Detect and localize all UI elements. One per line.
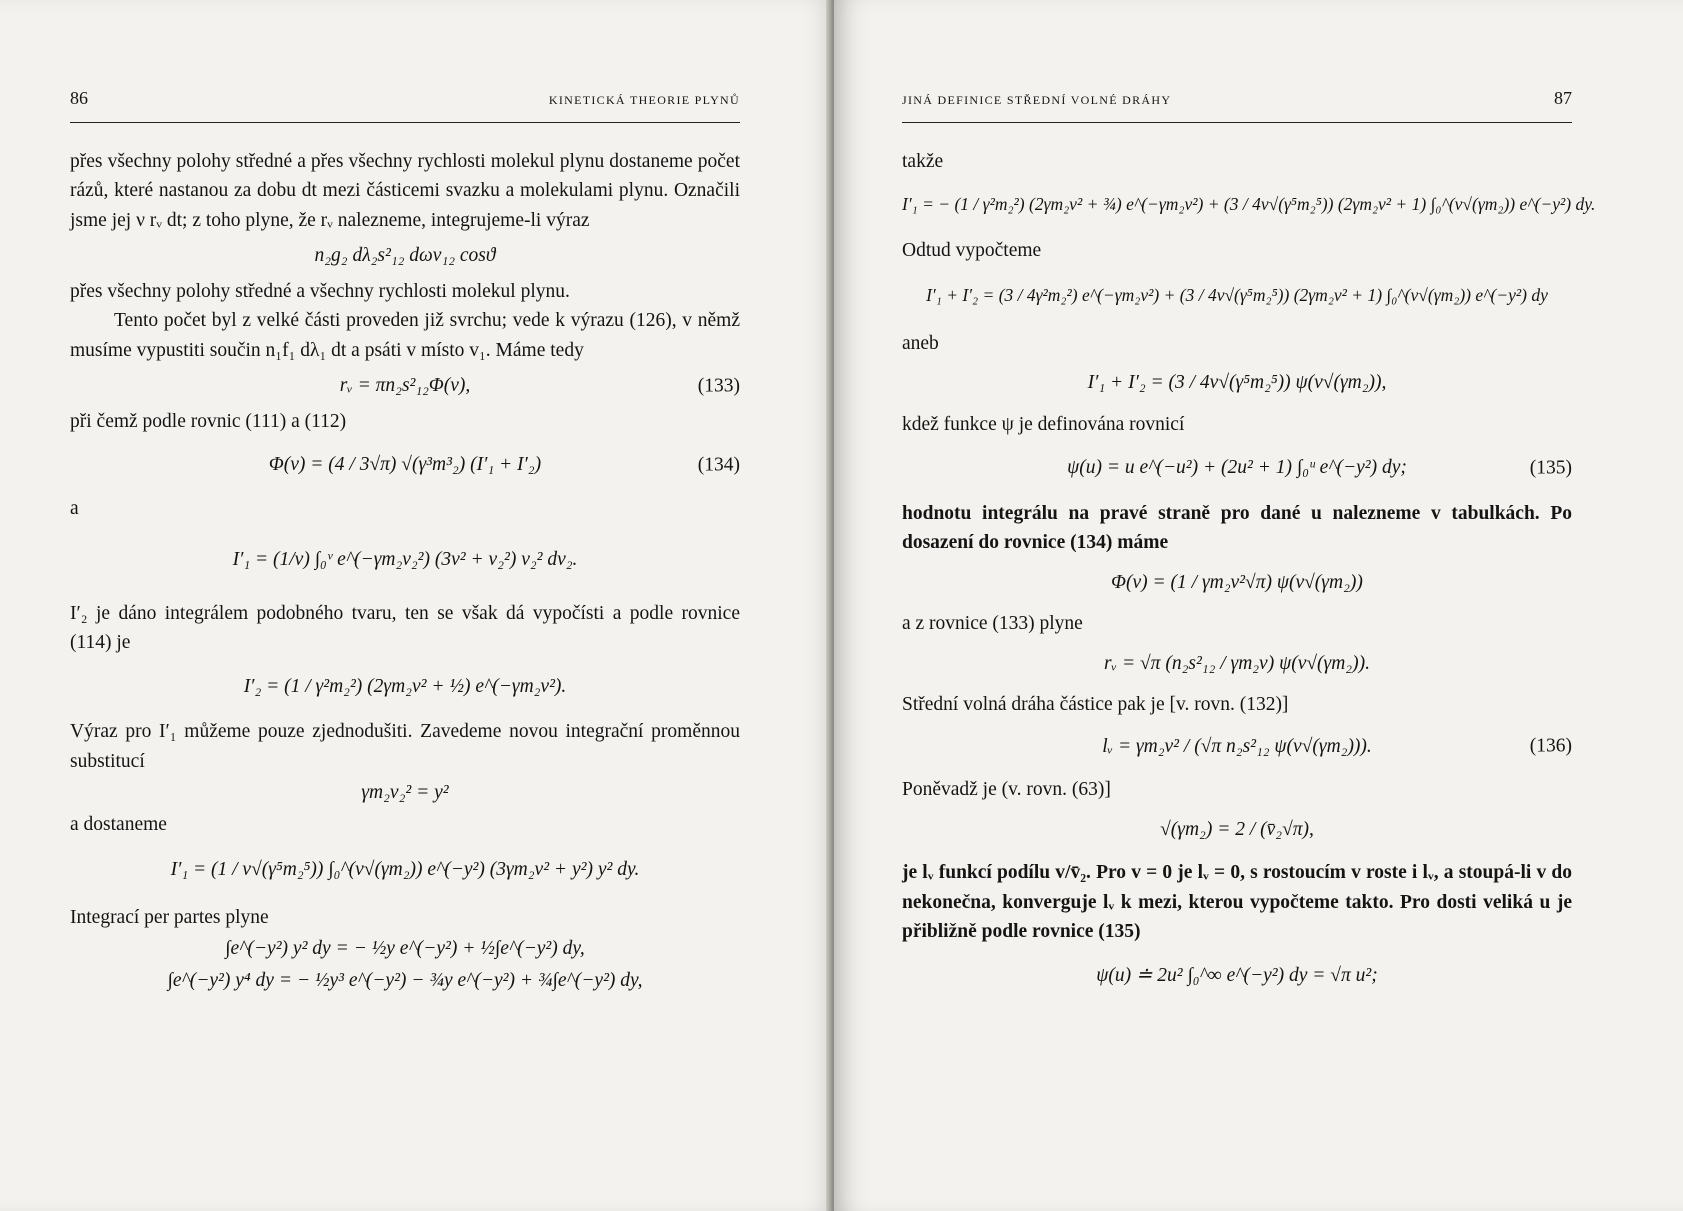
equation-number: (133) (697, 375, 740, 396)
paragraph: Střední volná dráha částice pak je [v. rovn. (132)] (902, 694, 1289, 715)
equation: ∫e^(−y²) y² dy = − ½y e^(−y²) + ½∫e^(−y²) dy, (225, 938, 585, 959)
paragraph: Odtud vypočteme (902, 239, 1042, 261)
equation-body: lᵥ = γm₂v² / (√π n₂s²₁₂ ψ(v√(γm₂))). (1102, 735, 1372, 757)
equation-body: Φ(v) = (4 / 3√π) √(γ³m³₂) (I′₁ + I′₂) (268, 454, 542, 475)
label-a: a (70, 497, 79, 519)
running-head-title: JINÁ DEFINICE STŘEDNÍ VOLNÉ DRÁHY (902, 93, 1172, 107)
paragraph: Tento počet byl z velké části proveden již svrchu; vede k výrazu (126), v němž musíme vypustiti součin n₁f₁ dλ₁ dt a psáti v místo v₁. Máme tedy (70, 310, 740, 361)
equation: I′₁ = (1 / v√(γ⁵m₂⁵)) ∫₀^(v√(γm₂)) e^(−y²) (3γm₂v² + y²) y² dy. (170, 859, 640, 880)
equation: ψ(u) ≐ 2u² ∫₀^∞ e^(−y²) dy = √π u²; (1096, 964, 1378, 986)
paragraph: I′₂ je dáno integrálem podobného tvaru, ten se však dá vypočísti a podle rovnice (114) je (70, 602, 740, 653)
page-number: 87 (1554, 88, 1572, 108)
equation-number: (134) (697, 454, 740, 475)
page-number: 86 (70, 88, 88, 108)
equation-body: ψ(u) = u e^(−u²) + (2u² + 1) ∫₀ᵘ e^(−y²) dy; (1067, 457, 1407, 478)
paragraph: Výraz pro I′₁ můžeme pouze zjednodušiti. Zavedeme novou integrační proměnnou substitucí (70, 721, 740, 772)
right-page (834, 0, 1683, 1211)
equation: ∫e^(−y²) y⁴ dy = − ½y³ e^(−y²) − ¾y e^(−y²) + ¾∫e^(−y²) dy, (167, 969, 643, 991)
paragraph: při čemž podle rovnic (111) a (112) (70, 410, 347, 432)
right-running-head (902, 84, 1572, 123)
running-head-title: KINETICKÁ THEORIE PLYNŮ (548, 93, 740, 107)
paragraph: Poněvadž je (v. rovn. (63)] (902, 779, 1111, 800)
equation: n₂g₂ dλ₂s²₁₂ dωv₁₂ cosϑ (314, 245, 496, 266)
equation-136 (902, 732, 1572, 762)
equation-body: rᵥ = πn₂s²₁₂Φ(v), (339, 375, 471, 396)
paragraph: kdež funkce ψ je definována rovnicí (902, 413, 1185, 435)
label-a-dostaneme: a dostaneme (70, 813, 167, 835)
equation: √(γm₂) = 2 / (v̄₂√π), (1160, 818, 1314, 840)
label-aneb: aneb (902, 332, 939, 354)
left-page-content (70, 84, 740, 997)
equation-number: (135) (1529, 457, 1572, 478)
equation-135 (902, 453, 1572, 483)
left-running-head (70, 84, 740, 123)
paragraph: je lᵥ funkcí podílu v/v̄₂. Pro v = 0 je lᵥ = 0, s rostoucím v roste i lᵥ, a stoupá-li v do nekonečna, konverguje lᵥ k mezi, kterou vypočteme takto. Pro dosti veliká u je přibližně podle rovnice (135) (902, 862, 1572, 942)
equation: I′₁ = (1/v) ∫₀ᵛ e^(−γm₂v₂²) (3v² + v₂²) v₂² dv₂. (232, 549, 578, 570)
equation: rᵥ = √π (n₂s²₁₂ / γm₂v) ψ(v√(γm₂)). (1104, 652, 1370, 674)
right-page-content (902, 84, 1596, 1004)
equation: I′₁ = − (1 / γ²m₂²) (2γm₂v² + ¾) e^(−γm₂v²) + (3 / 4v√(γ⁵m₂⁵)) (2γm₂v² + 1) ∫₀^(v√(γm₂)) e^(−y²) dy. (902, 194, 1596, 214)
equation: I′₁ + I′₂ = (3 / 4v√(γ⁵m₂⁵)) ψ(v√(γm₂)), (1087, 372, 1387, 393)
equation-133 (70, 371, 740, 401)
equation-134 (70, 450, 740, 480)
equation: I′₂ = (1 / γ²m₂²) (2γm₂v² + ½) e^(−γm₂v²). (243, 675, 567, 697)
equation-number: (136) (1529, 735, 1572, 757)
equation: γm₂v₂² = y² (361, 782, 449, 803)
equation: I′₁ + I′₂ = (3 / 4γ²m₂²) e^(−γm₂v²) + (3 / 4v√(γ⁵m₂⁵)) (2γm₂v² + 1) ∫₀^(v√(γm₂)) e^(−y²) dy (926, 285, 1548, 305)
left-page (0, 0, 834, 1211)
paragraph: Integrací per partes plyne (70, 906, 269, 928)
paragraph: hodnotu integrálu na pravé straně pro dané u nalezneme v tabulkách. Po dosazení do rovnice (134) máme (902, 502, 1572, 553)
paragraph: přes všechny polohy středné a všechny rychlosti molekul plynu. (70, 280, 570, 302)
paragraph: a z rovnice (133) plyne (902, 613, 1083, 634)
label-takze: takže (902, 150, 944, 172)
equation: Φ(v) = (1 / γm₂v²√π) ψ(v√(γm₂)) (1111, 571, 1363, 593)
paragraph: přes všechny polohy středné a přes všechny rychlosti molekul plynu dostaneme počet rázů, které nastanou za dobu dt mezi částicemi svazku a molekulami plynu. Označili jsme jej ν rᵥ dt; z toho plyne, že rᵥ nalezneme, integrujeme-li výraz (70, 150, 740, 231)
